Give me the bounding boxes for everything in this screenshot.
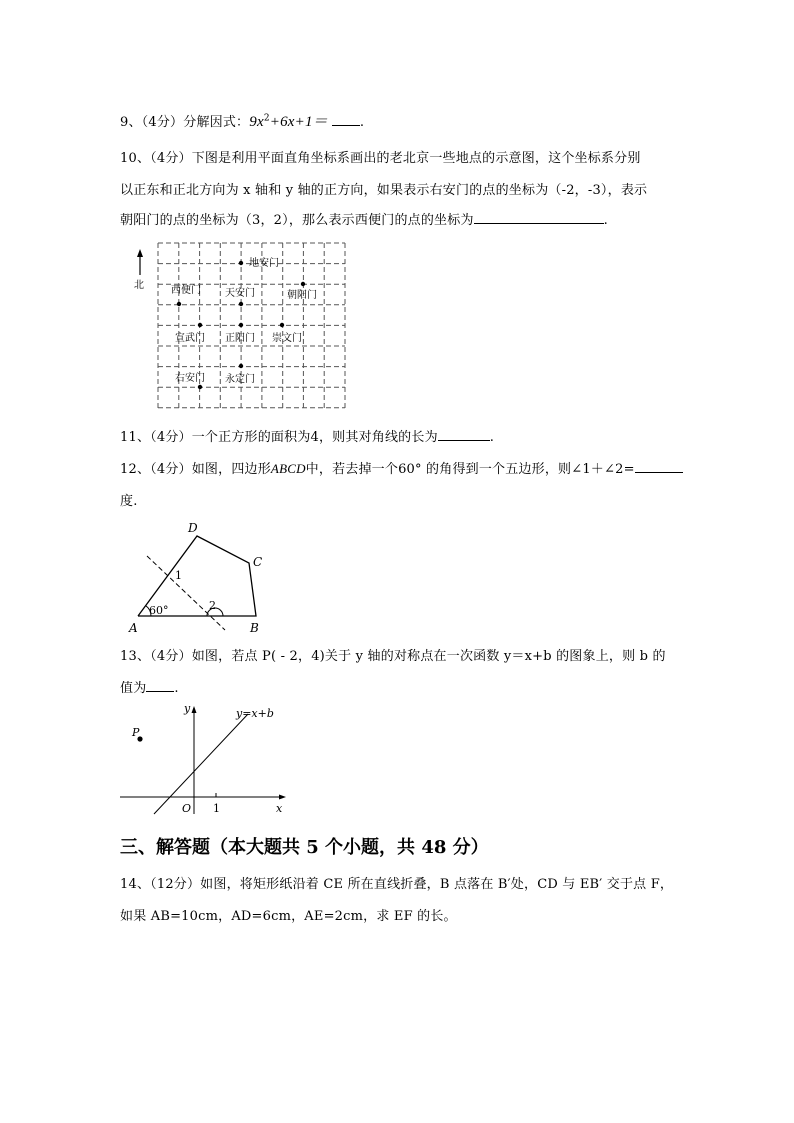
point-xibianmen [177,302,181,306]
question-9 [120,110,364,131]
q10-answer-blank [474,211,604,224]
q10-line-2: 以正东和正北方向为 x 轴和 y 轴的正方向，如果表示右安门的点的坐标为（-2，-3），表示 [120,183,648,198]
line-y-x-b [154,714,248,814]
coordinate-figure [118,700,293,818]
q10-line-1: 10、（4分）下图是利用平面直角坐标系画出的老北京一些地点的示意图，这个坐标系分别 [120,151,641,166]
y-axis-arrow-icon [192,706,197,713]
q11-text: 11、（4分）一个正方形的面积为4，则其对角线的长为 [120,430,438,445]
section-3-heading: 三、解答题（本大题共 5 个小题，共 48 分） [120,837,489,858]
label-angle-60: 60° [149,604,169,617]
point-yongdingmen [239,364,243,368]
label-y-axis: y [184,702,191,715]
q9-exponent: 2 [263,113,270,124]
q10-line-3-end: . [603,213,608,228]
label-angle-1: 1 [175,569,182,582]
point-tiananmen [239,302,243,306]
point-chaoyangmen [301,282,305,286]
q9-expr-a: 9x [249,114,264,130]
q12-answer-blank [635,460,683,473]
label-A: A [129,621,138,635]
q13-line-1: 13、（4分）如图，若点 P( - 2，4)关于 y 轴的对称点在一次函数 y＝x+b 的图象上，则 b 的 [120,649,666,664]
q11-answer-blank [438,428,490,441]
q12-abcd: ABCD [270,461,306,476]
point-dianmen [239,261,243,265]
old-beijing-map [125,240,355,415]
cut-line [147,556,225,630]
label-B: B [250,621,259,635]
q13-line-2-text: 值为 [120,681,147,696]
label-C: C [253,555,263,569]
label-line-equation: y=x+b [236,707,274,720]
label-youanmen: 右安门 [175,373,205,384]
q9-prefix: 9、（4分）分解因式： [120,115,250,130]
label-xuanwumen: 宣武门 [175,333,205,344]
label-angle-2: 2 [209,599,216,612]
q12-line-1 [120,458,683,477]
q11-suffix: . [489,430,495,445]
q9-answer-blank [332,113,360,126]
point-zhengyangmen [239,323,243,327]
q14-line-2: 如果 AB=10cm，AD=6cm，AE=2cm，求 EF 的长。 [120,909,457,924]
label-x-axis: x [276,802,283,815]
north-label: 北 [134,280,144,291]
point-xuanwumen [198,323,202,327]
label-yongdingmen: 永定门 [225,374,255,385]
quadrilateral-figure [125,518,275,636]
q13-answer-blank [146,679,174,692]
q14-line-1: 14、（12分）如图，将矩形纸沿着 CE 所在直线折叠，B 点落在 B′处，CD 与 EB′ 交于点 F， [120,877,674,892]
q12-line-2: 度. [120,494,138,509]
label-P: P [132,726,140,739]
q12-text-b: 中，若去掉一个60° 的角得到一个五边形，则∠1＋∠2= [305,462,635,477]
label-tiananmen: 天安门 [225,288,255,299]
label-chongwenmen: 崇文门 [272,333,302,344]
label-chaoyangmen: 朝阳门 [287,290,317,301]
label-tick-1: 1 [213,802,220,815]
point-youanmen [198,385,202,389]
q9-suffix: . [359,115,365,130]
q13-suffix: . [174,681,179,696]
q12-text-a: 12、（4分）如图，四边形 [120,462,271,477]
point-chongwenmen [280,323,284,327]
label-xibianmen: 西便门 [171,285,201,296]
q13-line-2 [120,677,179,696]
question-11 [120,426,494,445]
q10-line-3 [120,209,608,228]
label-origin: O [182,802,192,815]
q9-expr-b: +6x+1＝ [269,114,328,130]
x-axis-arrow-icon [279,795,286,800]
q10-line-3-text: 朝阳门的点的坐标为（3，2），那么表示西便门的点的坐标为 [120,213,474,228]
label-zhengyangmen: 正阳门 [225,333,255,344]
label-D: D [188,521,198,535]
north-arrow-head-icon [137,249,143,257]
label-dianmen: 地安门 [249,258,279,269]
